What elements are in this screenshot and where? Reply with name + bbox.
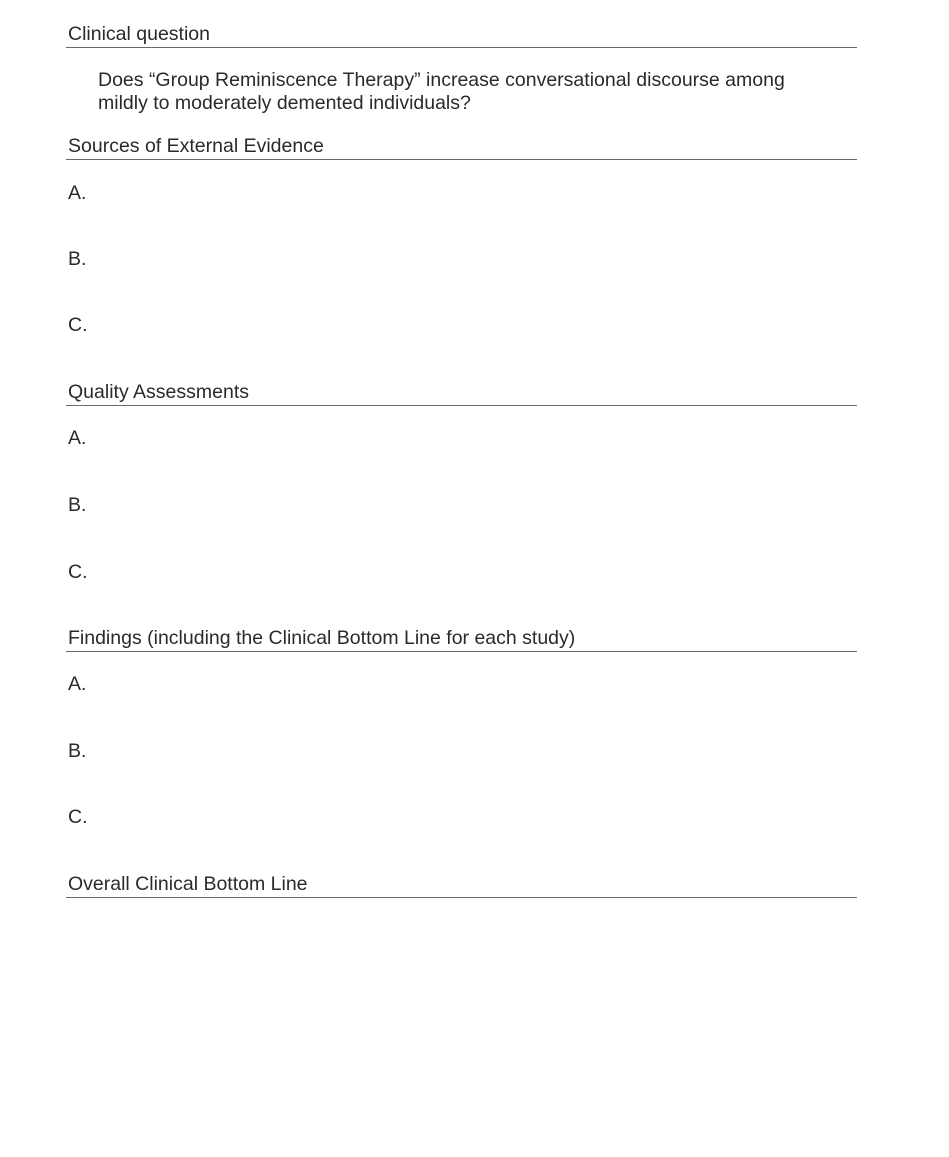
findings-item-b: B. [68, 740, 87, 762]
sources-heading: Sources of External Evidence [66, 135, 857, 160]
sources-item-c: C. [68, 314, 88, 336]
sources-item-b: B. [68, 248, 87, 270]
clinical-question-heading: Clinical question [66, 23, 857, 48]
quality-item-b: B. [68, 494, 87, 516]
overall-bottom-line-heading: Overall Clinical Bottom Line [66, 873, 857, 898]
findings-heading: Findings (including the Clinical Bottom Line for each study) [66, 627, 857, 652]
findings-item-a: A. [68, 673, 87, 695]
quality-item-c: C. [68, 561, 88, 583]
sources-item-a: A. [68, 182, 87, 204]
quality-item-a: A. [68, 427, 87, 449]
findings-item-c: C. [68, 806, 88, 828]
clinical-question-text: Does “Group Reminiscence Therapy” increase conversational discourse among mildly to moderately demented individuals? [98, 69, 785, 114]
quality-heading: Quality Assessments [66, 381, 857, 406]
